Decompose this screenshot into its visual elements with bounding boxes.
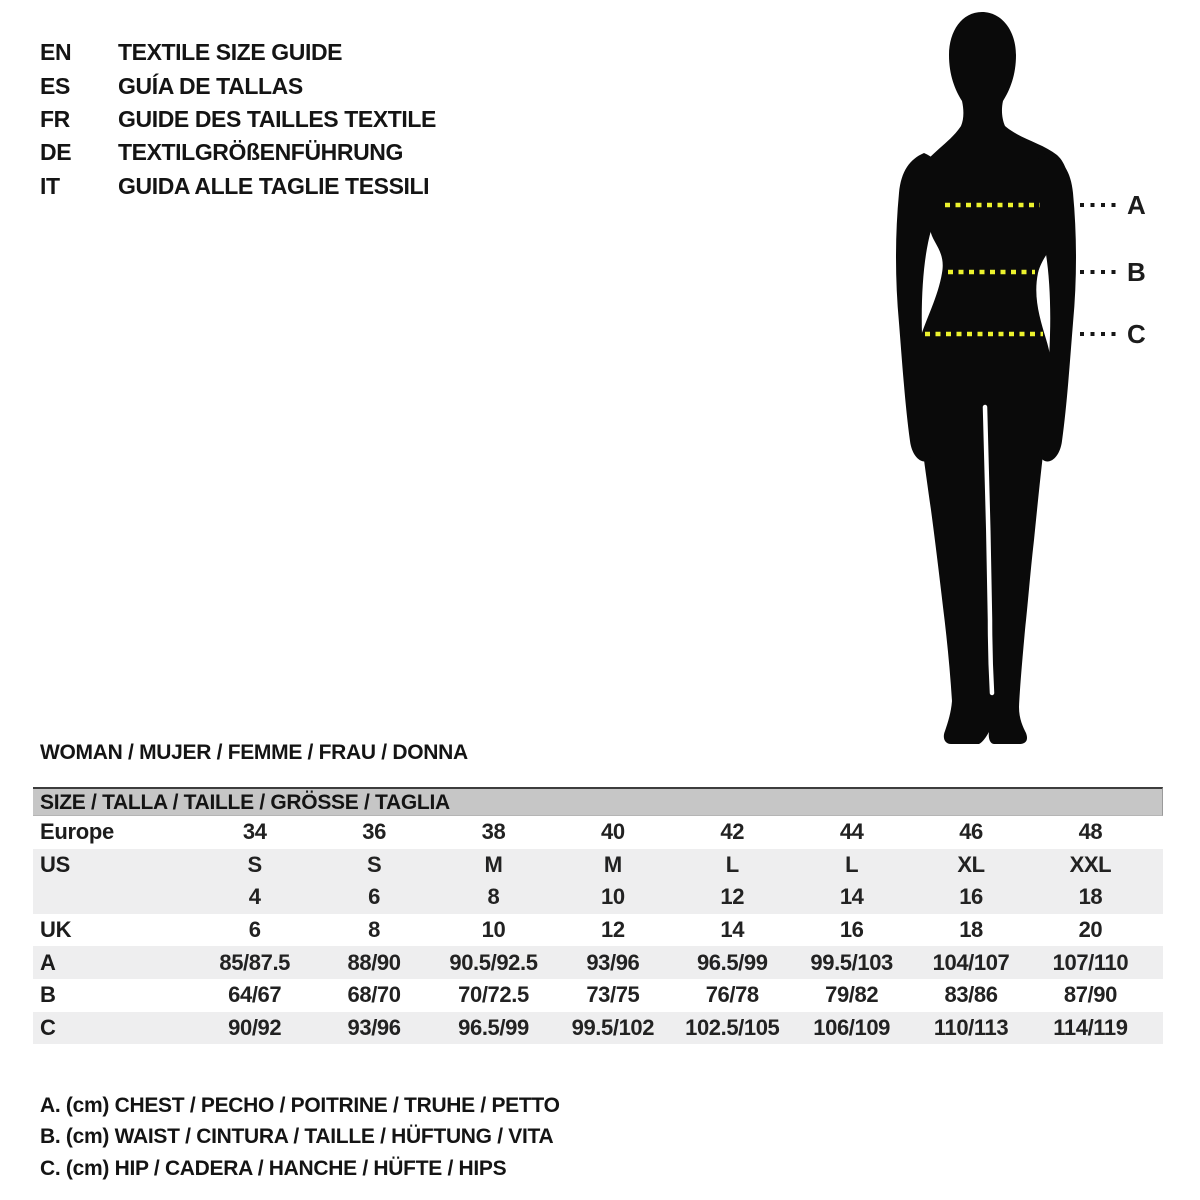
table-cell: S [366,851,382,877]
table-cell: 8 [368,917,380,943]
table-cell: 106/109 [813,1014,891,1040]
language-title: TEXTILGRÖßENFÜHRUNG [118,139,403,166]
language-row-en [40,36,600,69]
table-cell: 96.5/99 [696,949,768,975]
table-cell: 12 [720,884,745,910]
legend-line-waist: B. (cm) WAIST / CINTURA / TAILLE / HÜFTUNG / VITA [40,1125,554,1149]
row-label: C [40,1014,56,1040]
table-cell: M [484,851,503,877]
table-row-waist-b [33,979,1163,1012]
table-row-hip-c [33,1012,1163,1045]
body-silhouette-figure [880,5,1200,750]
table-cell: 42 [720,819,745,845]
table-cell: 14 [720,917,745,943]
table-cell: 6 [248,917,261,943]
language-list [40,36,600,203]
table-cell: L [845,851,859,877]
table-cell: 6 [368,884,380,910]
row-label: Europe [40,819,114,845]
language-code: EN [40,39,72,66]
legend-line-hip: C. (cm) HIP / CADERA / HANCHE / HÜFTE / HIPS [40,1156,507,1180]
row-label: US [40,851,70,877]
table-cell: 73/75 [586,982,640,1008]
table-cell: 4 [248,884,261,910]
table-cell: 48 [1078,819,1103,845]
language-title: GUIDA ALLE TAGLIE TESSILI [118,172,430,199]
table-cell: 79/82 [825,982,879,1008]
language-code: IT [40,172,60,199]
table-row-chest-a [33,946,1163,979]
measure-label-a: A [1127,190,1146,220]
table-cell: 36 [362,819,386,845]
legend-line-chest: A. (cm) CHEST / PECHO / POITRINE / TRUHE / PETTO [40,1093,560,1117]
table-cell: 10 [601,884,625,910]
size-table-header: SIZE / TALLA / TAILLE / GRÖSSE / TAGLIA [33,787,1163,816]
table-row-us-numbers [33,881,1163,914]
table-cell: 20 [1078,917,1103,943]
measure-label-b: B [1127,257,1146,287]
table-row-us-letters [33,849,1163,882]
language-code: DE [40,139,72,166]
table-cell: 64/67 [228,982,282,1008]
table-cell: 107/110 [1052,949,1129,975]
table-cell: S [247,851,262,877]
table-cell: 99.5/102 [571,1014,655,1040]
table-cell: 8 [487,884,500,910]
table-cell: 38 [481,819,506,845]
table-cell: 93/96 [347,1014,401,1040]
silhouette-body-path [915,12,1070,744]
table-cell: 83/86 [944,982,998,1008]
table-cell: 44 [839,819,864,845]
table-cell: 90.5/92.5 [449,949,538,975]
measurement-legend [40,1090,560,1185]
section-title-woman: WOMAN / MUJER / FEMME / FRAU / DONNA [40,741,468,764]
table-cell: 16 [839,917,864,943]
language-row-it [40,170,600,203]
language-title: GUÍA DE TALLAS [118,72,303,99]
woman-silhouette-graphic [880,5,1200,750]
language-title: TEXTILE SIZE GUIDE [118,39,343,66]
table-cell: 40 [601,819,625,845]
size-table [33,787,1163,1044]
row-label: A [40,949,56,975]
table-cell: L [725,851,739,877]
table-cell: M [603,851,622,877]
table-cell: 85/87.5 [219,949,290,975]
language-row-es [40,69,600,102]
table-cell: XL [957,851,985,877]
table-cell: 12 [601,917,625,943]
table-cell: 104/107 [932,949,1010,975]
language-code: FR [40,105,70,132]
language-row-de [40,136,600,169]
language-title: GUIDE DES TAILLES TEXTILE [118,105,436,132]
table-cell: 18 [1078,884,1103,910]
row-label: UK [40,917,72,943]
table-cell: 114/119 [1053,1014,1128,1040]
language-row-fr [40,103,600,136]
table-cell: 16 [959,884,983,910]
table-cell: 46 [959,819,983,845]
table-cell: 102.5/105 [685,1014,780,1040]
table-cell: 90/92 [228,1014,282,1040]
table-cell: 110/113 [933,1014,1009,1040]
table-cell: XXL [1069,851,1112,877]
table-cell: 88/90 [347,949,401,975]
table-row-uk [33,914,1163,947]
table-cell: 34 [242,819,267,845]
table-cell: 87/90 [1063,982,1117,1008]
language-code: ES [40,72,70,99]
table-cell: 14 [839,884,864,910]
table-cell: 70/72.5 [458,982,529,1008]
row-label: B [40,982,56,1008]
table-cell: 93/96 [586,949,640,975]
table-cell: 76/78 [705,982,759,1008]
table-cell: 18 [959,917,983,943]
table-cell: 10 [481,917,506,943]
measure-label-c: C [1127,319,1146,349]
table-cell: 68/70 [347,982,401,1008]
table-cell: 96.5/99 [458,1014,529,1040]
table-row-europe [33,816,1163,849]
table-cell: 99.5/103 [810,949,893,975]
